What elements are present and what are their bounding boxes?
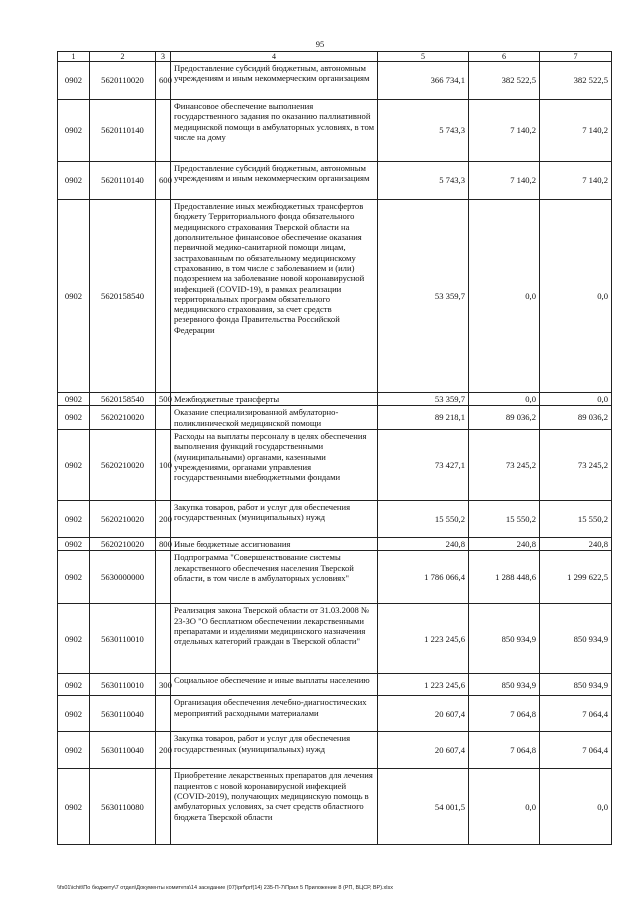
amount-year-1: 5 743,3 xyxy=(378,100,469,162)
article-code: 5630110080 xyxy=(90,769,156,845)
column-number: 7 xyxy=(540,52,612,62)
table-row xyxy=(58,604,612,674)
amount-year-1: 366 734,1 xyxy=(378,62,469,100)
section-code: 0902 xyxy=(58,551,90,604)
section-code: 0902 xyxy=(58,393,90,406)
article-code: 5620210020 xyxy=(90,500,156,537)
table-row xyxy=(58,500,612,537)
expense-type-code: 100 xyxy=(156,429,171,500)
section-code: 0902 xyxy=(58,769,90,845)
section-code: 0902 xyxy=(58,429,90,500)
expense-name: Финансовое обеспечение выполнения государственного задания по оказанию паллиативной медицинской помощи в амбулаторных условиях, в том числе на дому xyxy=(171,100,378,162)
amount-year-2: 0,0 xyxy=(469,769,540,845)
amount-year-3: 0,0 xyxy=(540,769,612,845)
page-number: 95 xyxy=(315,39,325,49)
expense-type-code xyxy=(156,696,171,732)
amount-year-3: 240,8 xyxy=(540,537,612,550)
section-code: 0902 xyxy=(58,604,90,674)
budget-table xyxy=(57,51,612,845)
amount-year-1: 73 427,1 xyxy=(378,429,469,500)
expense-type-code xyxy=(156,551,171,604)
expense-type-code: 200 xyxy=(156,732,171,769)
section-code: 0902 xyxy=(58,100,90,162)
amount-year-3: 7 064,4 xyxy=(540,732,612,769)
expense-name: Предоставление субсидий бюджетным, автономным учреждениям и иным некоммерческим организациям xyxy=(171,62,378,100)
table-row xyxy=(58,429,612,500)
table-row xyxy=(58,696,612,732)
table-row xyxy=(58,100,612,162)
amount-year-2: 240,8 xyxy=(469,537,540,550)
expense-type-code: 300 xyxy=(156,674,171,696)
amount-year-1: 1 223 245,6 xyxy=(378,604,469,674)
article-code: 5620210020 xyxy=(90,406,156,430)
amount-year-3: 850 934,9 xyxy=(540,674,612,696)
section-code: 0902 xyxy=(58,406,90,430)
expense-name: Подпрограмма "Совершенствование системы лекарственного обеспечения населения Тверской области, в том числе в амбулаторных условиях" xyxy=(171,551,378,604)
expense-type-code xyxy=(156,769,171,845)
amount-year-1: 53 359,7 xyxy=(378,393,469,406)
amount-year-1: 1 223 245,6 xyxy=(378,674,469,696)
table-row xyxy=(58,769,612,845)
amount-year-2: 1 288 448,6 xyxy=(469,551,540,604)
section-code: 0902 xyxy=(58,162,90,200)
expense-type-code: 600 xyxy=(156,62,171,100)
amount-year-1: 240,8 xyxy=(378,537,469,550)
expense-name: Предоставление иных межбюджетных трансфертов бюджету Территориального фонда обязательного медицинского страхования Тверской области на дополнительное финансовое обеспечение оказания первичной медико-санитарной помощи лицам, застрахованным по обязательному медицинскому страхованию, в том числе с заболеванием и (или) подозрением на заболевание новой коронавирусной инфекцией (COVID-19), в рамках реализации территориальных программ обязательного медицинского страхования, за счет средств резервного фонда Правительства Российской Федерации xyxy=(171,200,378,393)
expense-name: Организация обеспечения лечебно-диагностических мероприятий расходными материалами xyxy=(171,696,378,732)
amount-year-3: 850 934,9 xyxy=(540,604,612,674)
amount-year-1: 20 607,4 xyxy=(378,696,469,732)
expense-type-code xyxy=(156,604,171,674)
table-row xyxy=(58,62,612,100)
section-code: 0902 xyxy=(58,500,90,537)
file-path-footer: \\fs01\ichit\По бюджету\7 отдел\Документы комитета\14 заседание (07)\prf\prf(14) 235-П-7\Прил 5 Приложение 8 (РП, ВЦСР, ВР).xlsx xyxy=(57,885,394,891)
amount-year-3: 73 245,2 xyxy=(540,429,612,500)
amount-year-1: 1 786 066,4 xyxy=(378,551,469,604)
table-row xyxy=(58,537,612,550)
amount-year-3: 1 299 622,5 xyxy=(540,551,612,604)
article-code: 5630110010 xyxy=(90,604,156,674)
column-number: 1 xyxy=(58,52,90,62)
article-code: 5620210020 xyxy=(90,537,156,550)
expense-type-code: 600 xyxy=(156,162,171,200)
table-row xyxy=(58,732,612,769)
amount-year-2: 7 140,2 xyxy=(469,100,540,162)
amount-year-2: 850 934,9 xyxy=(469,674,540,696)
amount-year-3: 7 140,2 xyxy=(540,100,612,162)
article-code: 5620210020 xyxy=(90,429,156,500)
expense-type-code xyxy=(156,100,171,162)
article-code: 5620110140 xyxy=(90,100,156,162)
section-code: 0902 xyxy=(58,537,90,550)
amount-year-2: 7 064,8 xyxy=(469,732,540,769)
amount-year-3: 89 036,2 xyxy=(540,406,612,430)
table-row xyxy=(58,406,612,430)
expense-name: Приобретение лекарственных препаратов для лечения пациентов с новой коронавирусной инфекцией (COVID-2019), получающих медицинскую помощь в амбулаторных условиях, за счет средств областного бюджета Тверской области xyxy=(171,769,378,845)
amount-year-2: 89 036,2 xyxy=(469,406,540,430)
article-code: 5620110140 xyxy=(90,162,156,200)
expense-type-code: 500 xyxy=(156,393,171,406)
amount-year-1: 20 607,4 xyxy=(378,732,469,769)
amount-year-2: 7 064,8 xyxy=(469,696,540,732)
section-code: 0902 xyxy=(58,200,90,393)
column-number: 3 xyxy=(156,52,171,62)
article-code: 5630110040 xyxy=(90,696,156,732)
column-number: 2 xyxy=(90,52,156,62)
expense-name: Закупка товаров, работ и услуг для обеспечения государственных (муниципальных) нужд xyxy=(171,500,378,537)
expense-name: Социальное обеспечение и иные выплаты населению xyxy=(171,674,378,696)
amount-year-3: 7 064,4 xyxy=(540,696,612,732)
column-number-row xyxy=(58,52,612,62)
amount-year-2: 850 934,9 xyxy=(469,604,540,674)
amount-year-1: 15 550,2 xyxy=(378,500,469,537)
column-number: 4 xyxy=(171,52,378,62)
section-code: 0902 xyxy=(58,62,90,100)
amount-year-1: 89 218,1 xyxy=(378,406,469,430)
section-code: 0902 xyxy=(58,732,90,769)
article-code: 5630000000 xyxy=(90,551,156,604)
column-number: 5 xyxy=(378,52,469,62)
expense-name: Предоставление субсидий бюджетным, автономным учреждениям и иным некоммерческим организациям xyxy=(171,162,378,200)
expense-type-code: 800 xyxy=(156,537,171,550)
article-code: 5630110040 xyxy=(90,732,156,769)
expense-name: Расходы на выплаты персоналу в целях обеспечения выполнения функций государственными (муниципальными) органами, казенными учреждениями, органами управления государственными внебюджетными фондами xyxy=(171,429,378,500)
expense-type-code xyxy=(156,200,171,393)
expense-name: Иные бюджетные ассигнования xyxy=(171,537,378,550)
table-row xyxy=(58,551,612,604)
amount-year-3: 0,0 xyxy=(540,200,612,393)
amount-year-3: 0,0 xyxy=(540,393,612,406)
expense-name: Оказание специализированной амбулаторно-поликлинической медицинской помощи xyxy=(171,406,378,430)
table-row xyxy=(58,162,612,200)
table-row xyxy=(58,200,612,393)
article-code: 5620158540 xyxy=(90,393,156,406)
table-row xyxy=(58,674,612,696)
amount-year-1: 54 001,5 xyxy=(378,769,469,845)
amount-year-2: 73 245,2 xyxy=(469,429,540,500)
expense-name: Реализация закона Тверской области от 31.03.2008 № 23-ЗО "О бесплатном обеспечении лекарственными препаратами и изделиями медицинского назначения отдельных категорий граждан в Тверской области" xyxy=(171,604,378,674)
expense-name: Межбюджетные трансферты xyxy=(171,393,378,406)
amount-year-3: 382 522,5 xyxy=(540,62,612,100)
expense-name: Закупка товаров, работ и услуг для обеспечения государственных (муниципальных) нужд xyxy=(171,732,378,769)
amount-year-2: 7 140,2 xyxy=(469,162,540,200)
expense-type-code xyxy=(156,406,171,430)
table-row xyxy=(58,393,612,406)
article-code: 5630110010 xyxy=(90,674,156,696)
amount-year-1: 5 743,3 xyxy=(378,162,469,200)
expense-type-code: 200 xyxy=(156,500,171,537)
article-code: 5620158540 xyxy=(90,200,156,393)
column-number: 6 xyxy=(469,52,540,62)
amount-year-3: 15 550,2 xyxy=(540,500,612,537)
amount-year-2: 0,0 xyxy=(469,200,540,393)
amount-year-2: 15 550,2 xyxy=(469,500,540,537)
amount-year-3: 7 140,2 xyxy=(540,162,612,200)
amount-year-2: 0,0 xyxy=(469,393,540,406)
section-code: 0902 xyxy=(58,674,90,696)
amount-year-1: 53 359,7 xyxy=(378,200,469,393)
amount-year-2: 382 522,5 xyxy=(469,62,540,100)
article-code: 5620110020 xyxy=(90,62,156,100)
section-code: 0902 xyxy=(58,696,90,732)
